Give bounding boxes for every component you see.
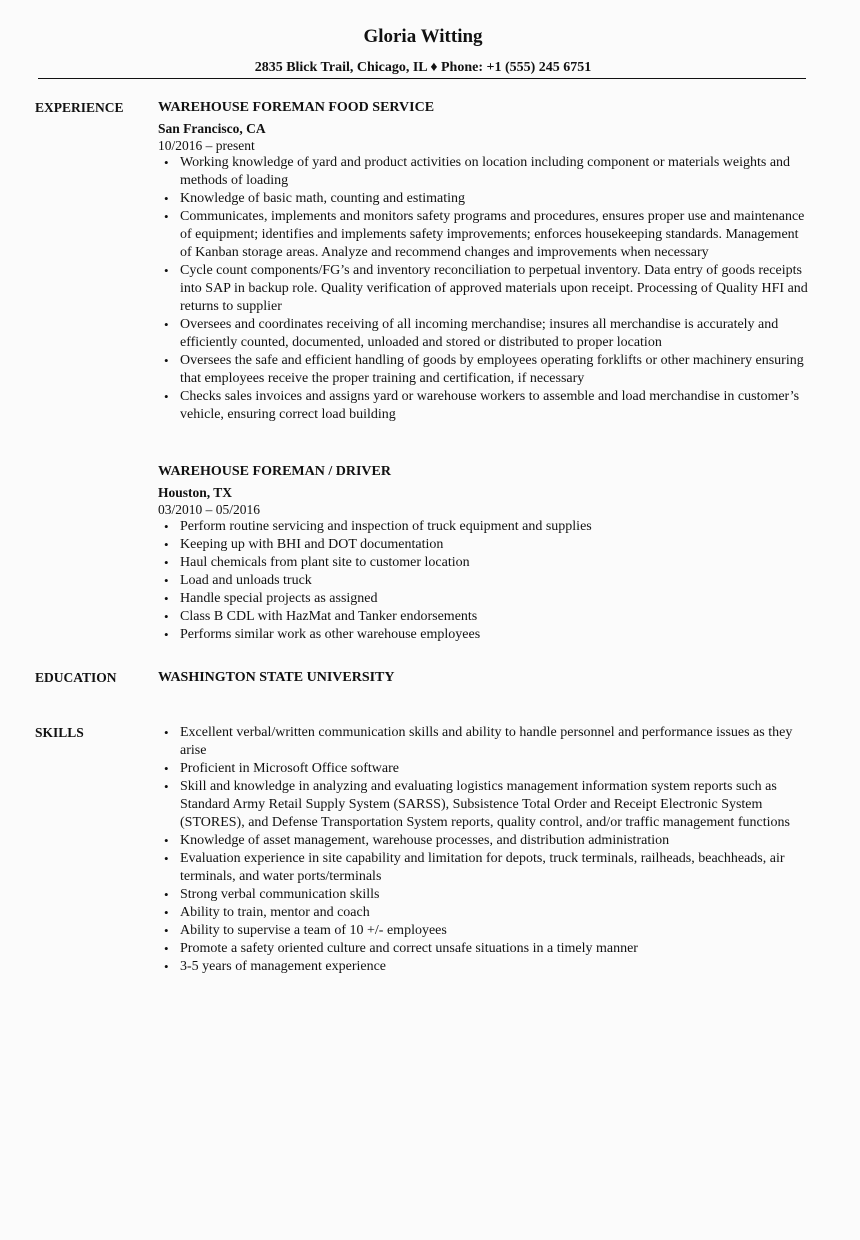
list-item: • Cycle count components/FG’s and inventory reconciliation to perpetual inventory. Data entry of goods receipts into SAP in backup role. Quality verification of approved materials upon receipt. Processing of Quality HFI and returns to supplier (158, 262, 810, 316)
experience-label: EXPERIENCE (35, 100, 124, 115)
list-item: • Working knowledge of yard and product activities on location including component or materials weights and methods of loading (158, 154, 810, 190)
list-item: • Strong verbal communication skills (158, 886, 810, 904)
skills-list (158, 724, 810, 976)
skills-label: SKILLS (35, 725, 84, 740)
list-item: • Ability to supervise a team of 10 +/- employees (158, 922, 810, 940)
job-bullets (158, 518, 810, 644)
list-item: • Knowledge of basic math, counting and estimating (158, 190, 810, 208)
list-item: • Promote a safety oriented culture and correct unsafe situations in a timely manner (158, 940, 810, 958)
list-item: • Handle special projects as assigned (158, 590, 810, 608)
list-item: • Oversees and coordinates receiving of all incoming merchandise; insures all merchandise is accurately and efficiently counted, documented, unloaded and stored or distributed to proper location (158, 316, 810, 352)
list-item: • Excellent verbal/written communication skills and ability to handle personnel and performance issues as they arise (158, 724, 810, 760)
education-label: EDUCATION (35, 670, 117, 685)
list-item: • 3-5 years of management experience (158, 958, 810, 976)
list-item: • Skill and knowledge in analyzing and evaluating logistics management information system reports such as Standard Army Retail Supply System (SARSS), Subsistence Total Order and Receipt Electronic System (STORES), and Defense Transportation System reports, quality control, and/or traffic management functions (158, 778, 810, 832)
list-item: • Haul chemicals from plant site to customer location (158, 554, 810, 572)
job-bullets (158, 154, 810, 424)
list-item: • Keeping up with BHI and DOT documentation (158, 536, 810, 554)
list-item: • Oversees the safe and efficient handling of goods by employees operating forklifts or other machinery ensuring that employees receive the proper training and certification, if necessary (158, 352, 810, 388)
list-item: • Class B CDL with HazMat and Tanker endorsements (158, 608, 810, 626)
list-item: • Performs similar work as other warehouse employees (158, 626, 810, 644)
job-location: Houston, TX (158, 485, 233, 500)
list-item: • Ability to train, mentor and coach (158, 904, 810, 922)
school-name: WASHINGTON STATE UNIVERSITY (158, 670, 395, 685)
job-dates: 03/2010 – 05/2016 (158, 502, 261, 517)
list-item: • Knowledge of asset management, warehouse processes, and distribution administration (158, 832, 810, 850)
job-dates: 10/2016 – present (158, 138, 255, 153)
list-item: • Perform routine servicing and inspection of truck equipment and supplies (158, 518, 810, 536)
job-title: WAREHOUSE FOREMAN FOOD SERVICE (158, 100, 435, 115)
header-divider (38, 78, 806, 79)
job-entry (158, 99, 810, 424)
list-item: • Load and unloads truck (158, 572, 810, 590)
job-title: WAREHOUSE FOREMAN / DRIVER (158, 464, 391, 479)
list-item: • Proficient in Microsoft Office software (158, 760, 810, 778)
education-entry (158, 669, 810, 687)
job-location: San Francisco, CA (158, 121, 266, 136)
contact-line: 2835 Blick Trail, Chicago, IL ♦ Phone: +1 (555) 245 6751 (254, 60, 592, 75)
list-item: • Checks sales invoices and assigns yard or warehouse workers to assemble and load merchandise in customer’s vehicle, ensuring correct load building (158, 388, 810, 424)
list-item: • Evaluation experience in site capability and limitation for depots, truck terminals, railheads, beachheads, air terminals, and water ports/terminals (158, 850, 810, 886)
list-item: • Communicates, implements and monitors safety programs and procedures, ensures proper use and maintenance of equipment; identifies and implements safety improvements; enforces housekeeping standards. Management of Kanban storage areas. Analyze and recommend changes and improvements when necessary (158, 208, 810, 262)
skills-bullets (158, 724, 810, 976)
job-entry (158, 463, 810, 644)
candidate-name: Gloria Witting (363, 26, 483, 47)
